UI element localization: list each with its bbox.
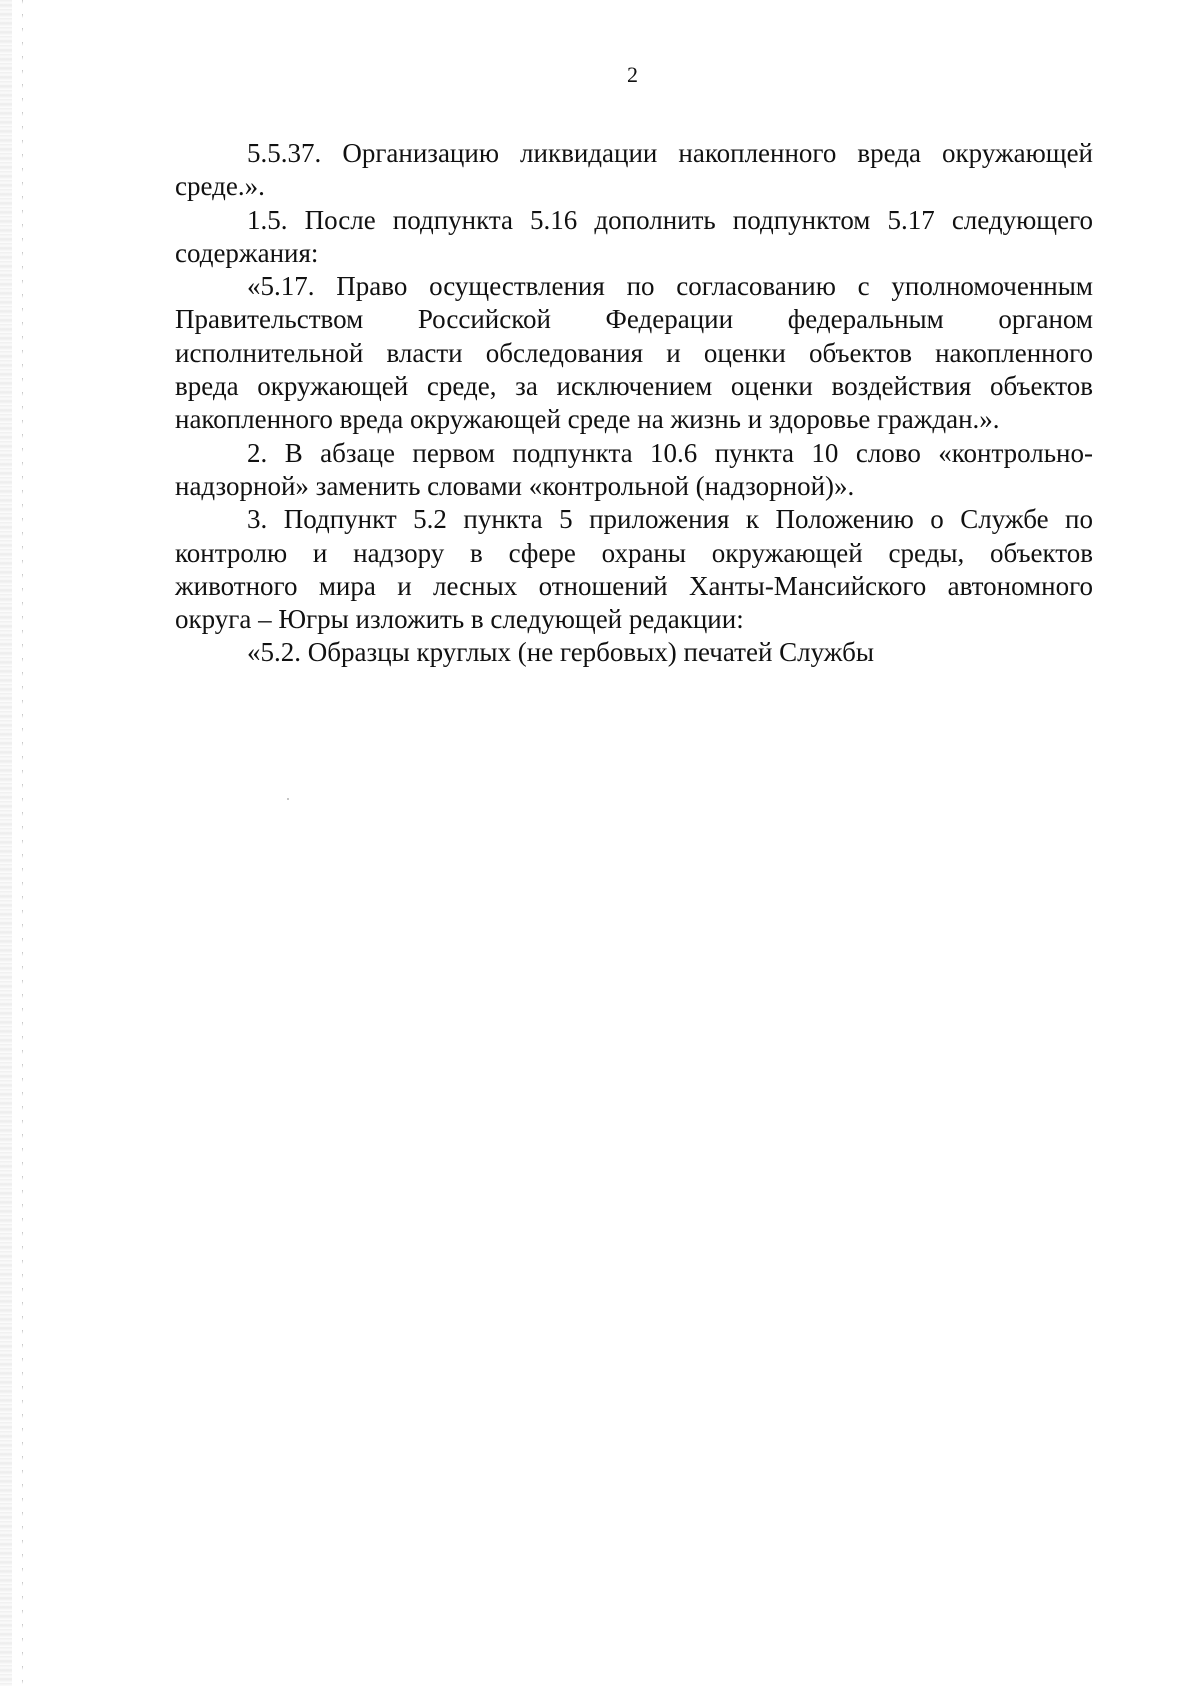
scan-edge-artifact: [0, 0, 12, 1686]
text-line: Правительством Российской Федерации федеральным органом: [175, 304, 1093, 335]
text-line: накопленного вреда окружающей среде на жизнь и здоровье граждан.».: [175, 404, 1000, 435]
text-line: округа – Югры изложить в следующей редакции:: [175, 604, 744, 635]
text-line: 1.5. После подпункта 5.16 дополнить подпунктом 5.17 следующего: [247, 204, 1093, 235]
paragraph-5-5-37: [175, 137, 1093, 204]
paragraph-3: [175, 503, 1093, 636]
text-line: контролю и надзору в сфере охраны окружающей среды, объектов: [175, 537, 1093, 568]
text-line: содержания:: [175, 237, 319, 268]
paragraph-2: [175, 437, 1093, 504]
text-line: среде.».: [175, 171, 265, 202]
paragraph-1-5: [175, 204, 1093, 271]
scan-speck: [287, 798, 289, 800]
text-line: 2. В абзаце первом подпункта 10.6 пункта 10 слово «контрольно-: [247, 437, 1093, 468]
page-number: 2: [627, 62, 638, 87]
text-line: исполнительной власти обследования и оценки объектов накопленного: [175, 337, 1093, 368]
text-line: 3. Подпункт 5.2 пункта 5 приложения к Положению о Службе по: [247, 504, 1093, 535]
text-line: «5.17. Право осуществления по согласованию с уполномоченным: [247, 271, 1093, 302]
text-line: 5.5.37. Организацию ликвидации накопленного вреда окружающей: [247, 138, 1093, 168]
text-line: надзорной» заменить словами «контрольной (надзорной)».: [175, 470, 855, 501]
scan-edge-line: [22, 0, 23, 1686]
text-line: вреда окружающей среде, за исключением оценки воздействия объектов: [175, 371, 1093, 402]
paragraph-5-2: [175, 636, 1093, 669]
text-line: животного мира и лесных отношений Ханты-Мансийского автономного: [175, 570, 1093, 601]
paragraph-5-17: [175, 270, 1093, 436]
document-body: [175, 137, 1093, 670]
text-line: «5.2. Образцы круглых (не гербовых) печатей Службы: [247, 637, 874, 668]
